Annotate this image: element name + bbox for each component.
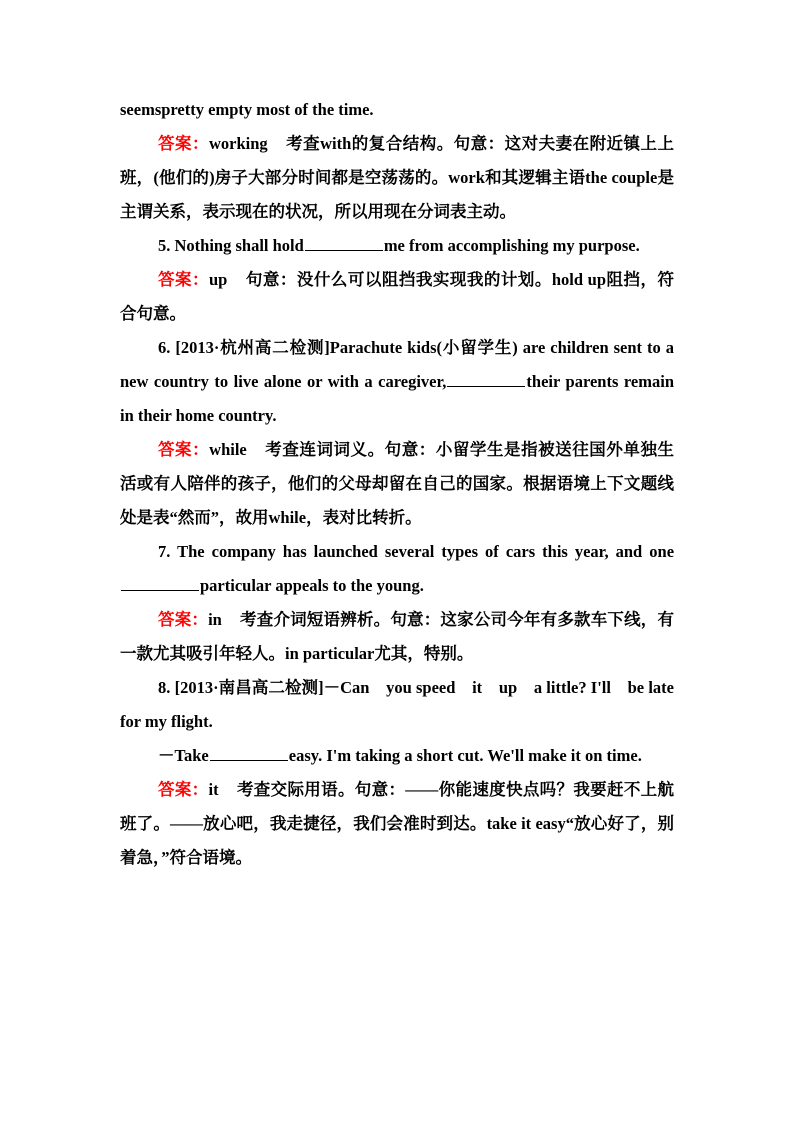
answer-label: 答案： [158,134,209,153]
answer-explanation: 考查连词词义。句意：小留学生是指被送往国外单独生活或有人陪伴的孩子，他们的父母却留在自己的国家。根据语境上下文题线处是表“然而”，故用while，表对比转折。 [120,440,674,527]
answer-explanation: 句意：没什么可以阻挡我实现我的计划。hold up阻挡，符合句意。 [120,270,674,323]
answer-explanation: 考查交际用语。句意：——你能速度快点吗？我要赶不上航班了。——放心吧，我走捷径，我们会准时到达。take it easy“放心好了，别着急，”符合语境。 [120,780,675,867]
question-8: 8. [2013·南昌高二检测]－Can you speed it up a little? I'll be late for my flight. [120,678,674,731]
answer-label: 答案： [158,780,209,799]
answer-key: up [209,270,228,289]
intro-line: seemspretty empty most of the time. [120,100,374,119]
document-page [120,93,674,875]
answer-label: 答案： [158,610,209,629]
answer-blank [447,372,525,387]
answer-key: in [208,610,222,629]
answer-blank [121,576,199,591]
q4-answer [120,127,674,229]
q5-answer [120,263,674,331]
question-8-reply: －Take easy. I'm taking a short cut. We'll make it on time. [158,746,642,765]
answer-blank [305,236,383,251]
answer-explanation: 考查介词短语辨析。句意：这家公司今年有多款车下线，有一款尤其吸引年轻人。in particular尤其，特别。 [120,610,675,663]
answer-blank [210,746,288,761]
answer-label: 答案： [158,440,210,459]
answer-key: it [208,780,219,799]
question-7: 7. The company has launched several types of cars this year, and oneparticular appeals to the young. [120,535,674,603]
question-6: 6. [2013·杭州高二检测]Parachute kids(小留学生) are children sent to a new country to live alone or with a caregiver, their parents remain in their home country. [120,338,674,425]
answer-key: while [209,440,247,459]
question-5: 5. Nothing shall hold me from accomplishing my purpose. [158,236,640,255]
q6-answer [120,433,674,535]
q7-answer [120,603,674,671]
answer-key: working [208,134,268,153]
q8-answer [120,773,674,875]
answer-label: 答案： [158,270,209,289]
answer-explanation: 考查with的复合结构。句意：这对夫妻在附近镇上上班，(他们的)房子大部分时间都是空荡荡的。work和其逻辑主语the couple是主谓关系，表示现在的状况，所以用现在分词表主动。 [120,134,675,221]
